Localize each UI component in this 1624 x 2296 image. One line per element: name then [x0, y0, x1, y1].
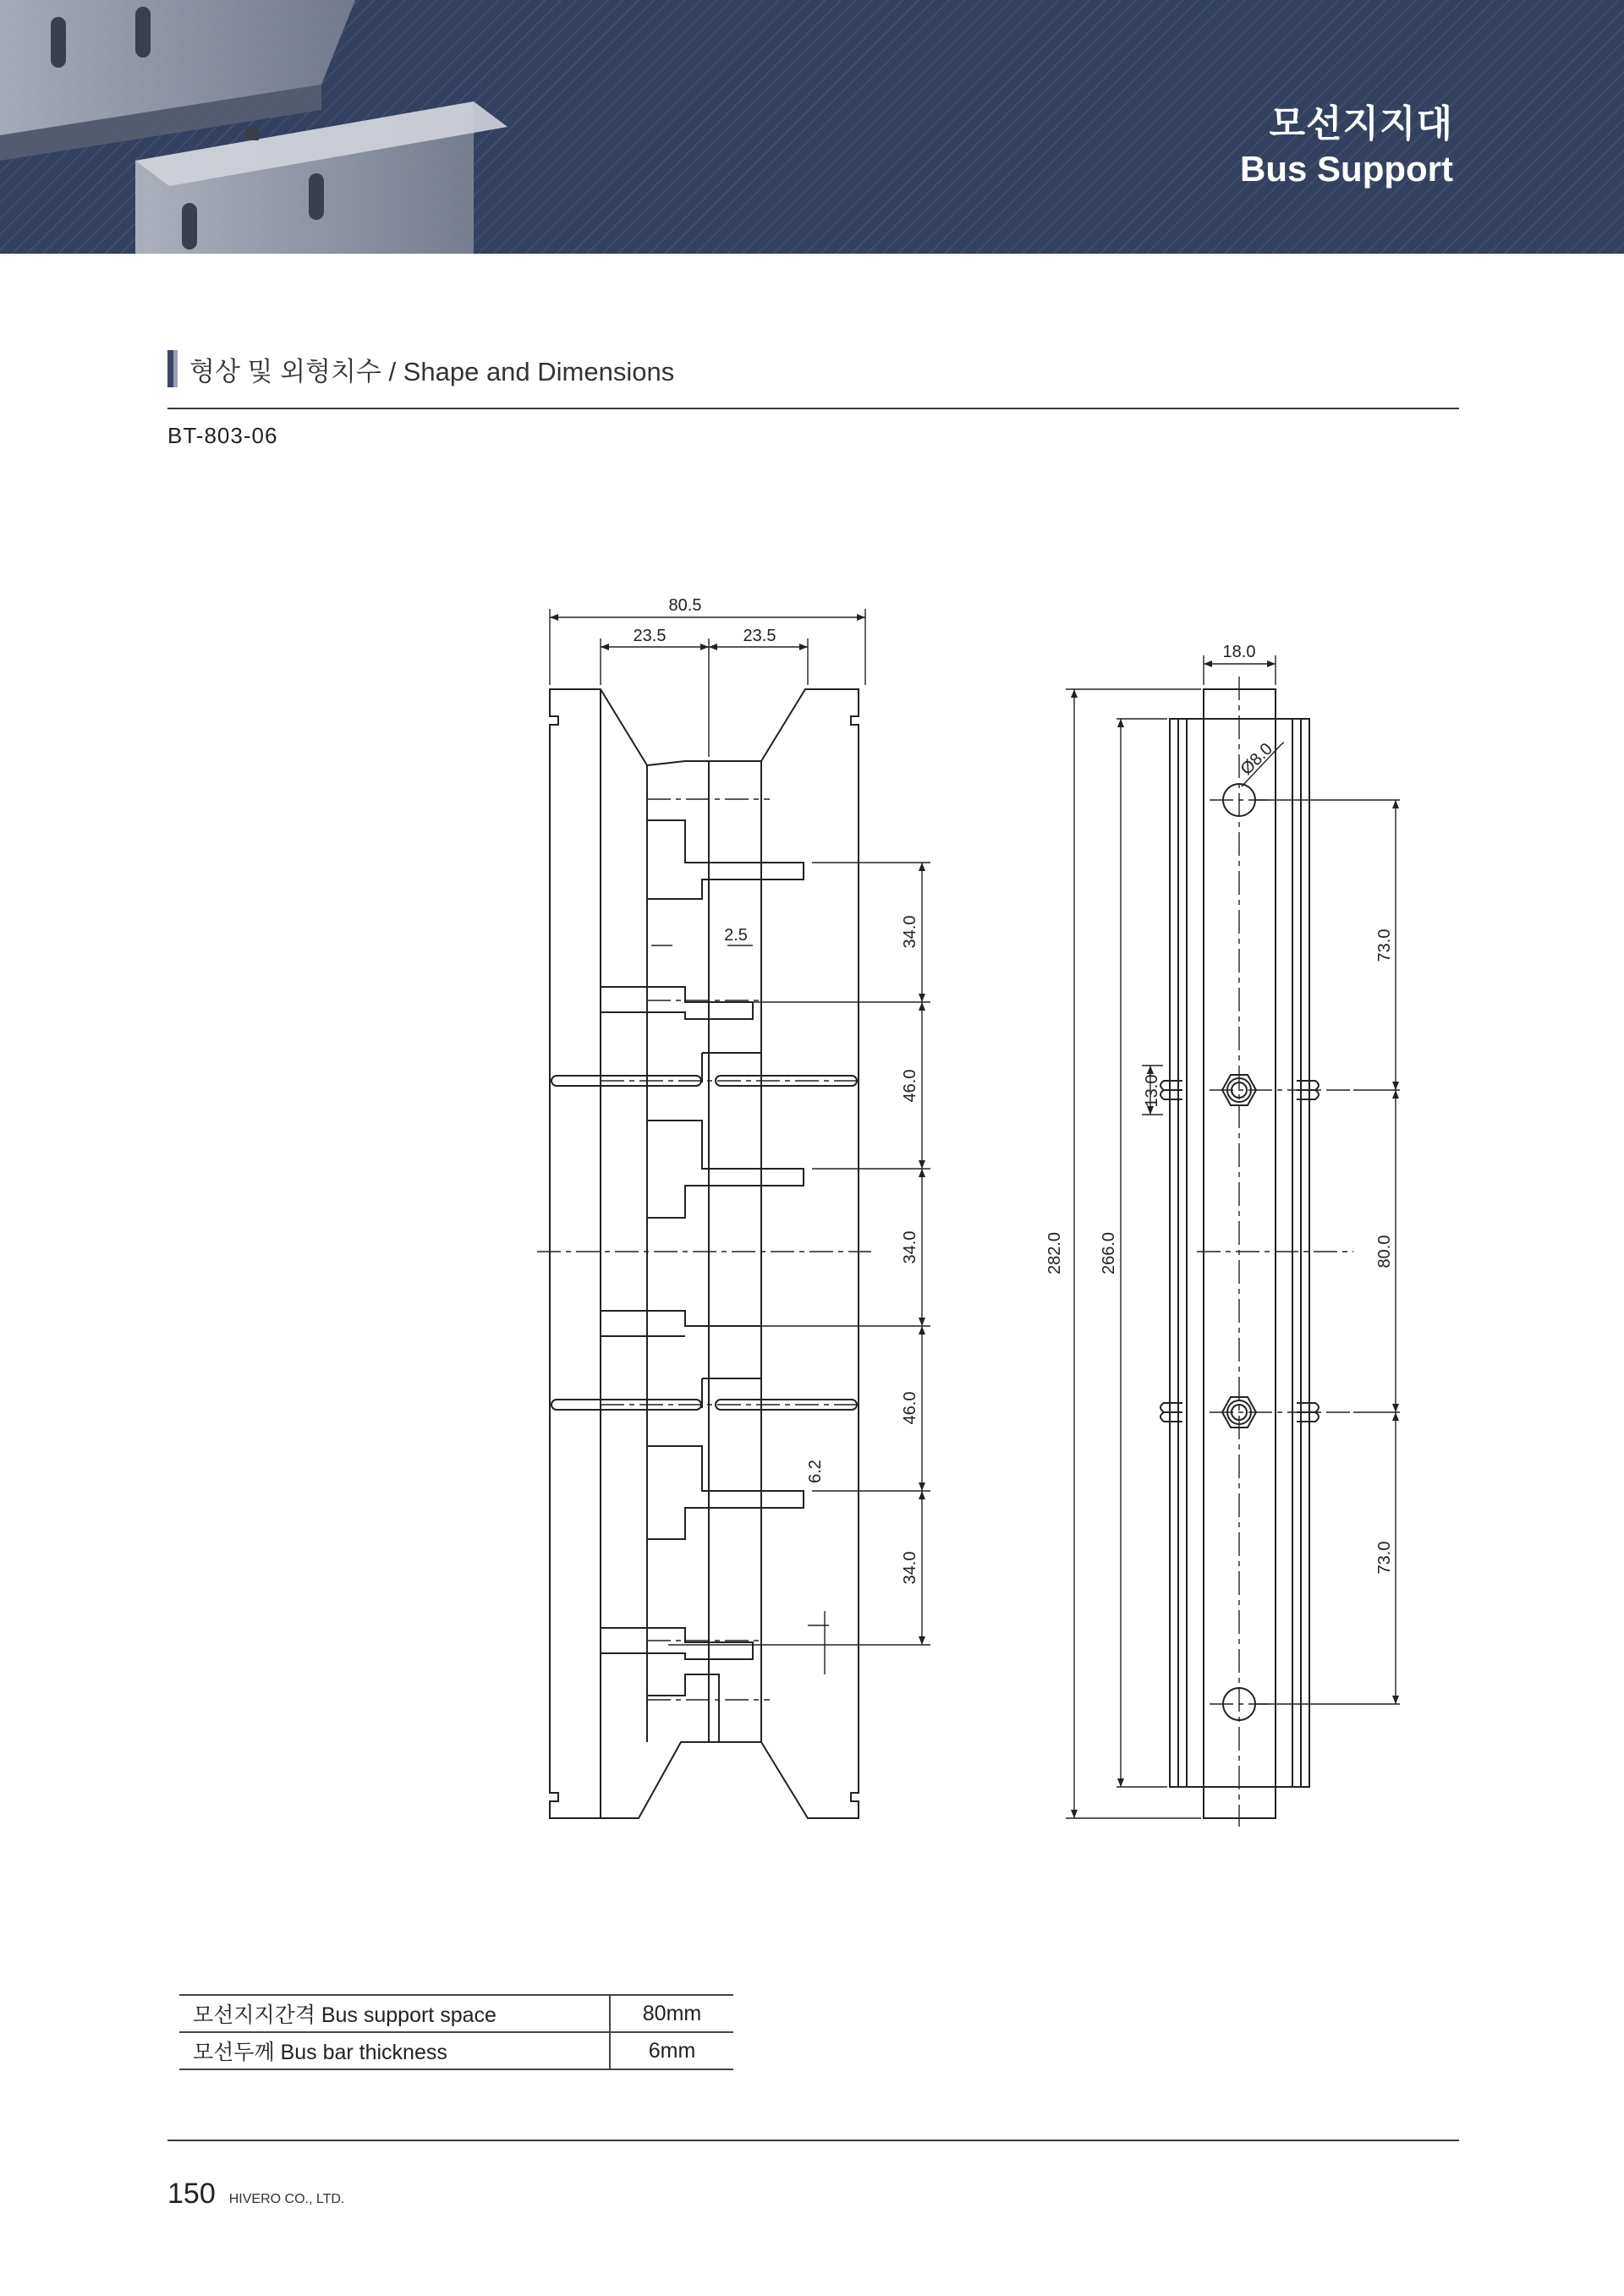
- spec-label: 모선지지간격 Bus support space: [179, 1995, 610, 2032]
- spec-value: 80mm: [610, 1995, 733, 2032]
- page-number: 150: [167, 2178, 216, 2210]
- page-title-korean: 모선지지대: [1269, 103, 1453, 145]
- dim-hole-pitch-top: 73.0: [1375, 929, 1394, 962]
- header-banner: [0, 0, 1624, 254]
- page-footer: [167, 2178, 344, 2211]
- company-name: HIVERO CO., LTD.: [228, 2192, 345, 2206]
- dim-hole-diameter: Ø8.0: [1237, 739, 1276, 779]
- dim-overall-height: 282.0: [1045, 1231, 1064, 1275]
- spec-value: 6mm: [610, 2032, 733, 2069]
- dim-half-width-right: 23.5: [743, 627, 776, 645]
- dim-side-width: 18.0: [1222, 643, 1256, 661]
- technical-drawing: [474, 575, 1438, 1860]
- dim-half-width-left: 23.5: [633, 627, 667, 645]
- section-divider: [167, 408, 1459, 409]
- dim-hole-pitch-bottom: 73.0: [1375, 1541, 1394, 1575]
- spec-label: 모선두께 Bus bar thickness: [179, 2032, 610, 2069]
- dim-spacing-2: 46.0: [901, 1069, 919, 1103]
- dim-slot-gap: 2.5: [724, 926, 748, 945]
- page-title-english: Bus Support: [1240, 149, 1453, 189]
- dim-spacing-3: 34.0: [901, 1230, 919, 1264]
- table-row: [179, 1995, 733, 2032]
- dim-slot-height: 13.0: [1143, 1074, 1161, 1108]
- section-heading: [167, 350, 674, 387]
- dim-overall-width: 80.5: [668, 596, 702, 615]
- dim-hole-pitch-mid: 80.0: [1375, 1235, 1394, 1269]
- model-number: BT-803-06: [167, 423, 278, 448]
- front-view: [537, 596, 930, 1818]
- section-marker: [167, 350, 178, 387]
- section-title: 형상 및 외형치수 / Shape and Dimensions: [189, 356, 675, 386]
- dim-bar-thickness: 6.2: [806, 1460, 825, 1483]
- product-photo: [0, 0, 524, 254]
- dim-body-height: 266.0: [1100, 1231, 1118, 1275]
- side-view: [1045, 643, 1400, 1827]
- footer-divider: [167, 2140, 1459, 2141]
- dim-spacing-4: 46.0: [901, 1391, 919, 1425]
- dim-spacing-5: 34.0: [901, 1551, 919, 1585]
- table-row: [179, 2032, 733, 2069]
- dim-spacing-1: 34.0: [901, 915, 919, 949]
- spec-table: [179, 1994, 733, 2070]
